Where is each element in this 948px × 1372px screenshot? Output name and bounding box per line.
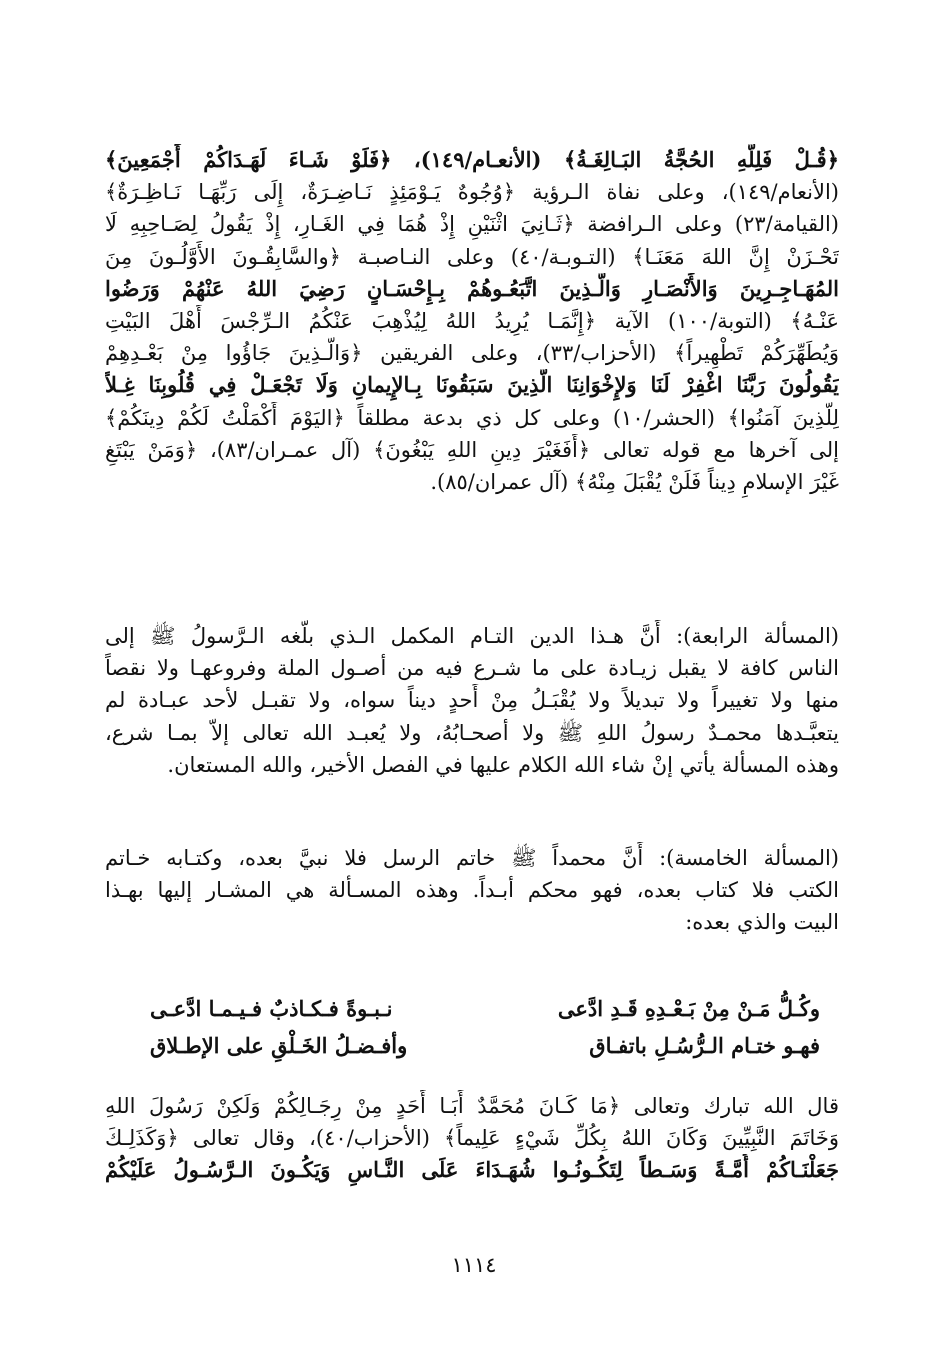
paragraph-quran-seal-of-prophets xyxy=(105,1090,839,1187)
text-line: البيت والذي بعده: xyxy=(685,910,839,935)
paragraph-quran-refutations xyxy=(105,144,839,498)
text-line: (القيامة/٢٣) وعلى الـرافضة ﴿ثَـانِيَ اثْنَيْنِ إِذْ هُمَا فِي الغَـارِ، إِذْ يَقُولُ لِصَـاحِبِهِ لَا xyxy=(105,212,839,237)
text-line: وَيُطَهِّرَكُمْ تَطْهِيراً﴾ (الأحزاب/٣٣)، وعلى الفريقين ﴿وَالَّـذِينَ جَاؤُوا مِنْ بَعْـدِهِمْ xyxy=(105,341,839,366)
text-line: يتعبَّـدها محمـدٌ رسولُ اللهِ ﷺ ولا أصحـابُهُ، ولا يُعبـد الله تعالى إلاّ بمـا شرع، xyxy=(105,720,839,745)
paragraph-fifth-issue xyxy=(105,842,839,939)
poem-verses xyxy=(150,990,820,1064)
text-line: تَحْـزَنْ إِنَّ اللهَ مَعَنَـا﴾ (التـوبـة/٤٠) وعلى النـاصبـة ﴿والسَّابِقُـونَ الأَوَّلُـونَ مِنَ xyxy=(105,244,839,269)
text-line: عَنْـهُ﴾ (التوبة/١٠٠) الآية ﴿إِنَّمَـا يُرِيدُ اللهُ لِيُذْهِبَ عَنْكُمُ الـرِّجْسَ أَهْلَ البَيْتِ xyxy=(105,308,839,333)
text-line: وَخَاتَمَ النَّبِيِّينَ وَكَانَ اللهُ بِكُلِّ شَيْءٍ عَلِيماً﴾ (الأحزاب/٤٠)، وقال تعالى ﴿وَكَذَلِـكَ xyxy=(105,1126,839,1151)
text-line: إلى آخرها مع قوله تعالى ﴿أَفَغَيْرَ دِينِ اللهِ يَبْغُونَ﴾ (آل عمـران/٨٣)، ﴿وَمَنْ يَبْتَغِ xyxy=(105,437,839,462)
text-line: منها ولا تغييراً ولا تبديلاً ولا يُقْبَـلُ مِنْ أَحدٍ ديناً سواه، ولا تقبـل لأحد عبـادة لم xyxy=(105,688,839,713)
text-line: قال الله تبارك وتعالى ﴿مَا كَـانَ مُحَمَّدٌ أَبَـا أَحَدٍ مِنْ رِجَـالِكُمْ وَلَكِنْ رَسُولَ اللهِ xyxy=(105,1094,839,1118)
text-line: (المسألة الخامسة): أَنَّ محمداً ﷺ خاتم الرسل فلا نبيَّ بعده، وكتـابه خـاتم xyxy=(105,846,839,870)
paragraph-fourth-issue xyxy=(105,620,839,781)
verse-second-hemistich: نـبـوةً فـكـاذبٌ فـيـمـا ادَّعـى xyxy=(150,996,393,1021)
text-line: لِلَّذِينَ آمَنُوا﴾ (الحشر/١٠) وعلى كل ذي بدعة مطلقاً ﴿اليَوْمَ أَكْمَلْتُ لَكُمْ دِينَكُمْ﴾ xyxy=(105,405,839,430)
text-line: الناس كافة لا يقبل زيـادة على ما شـرع فيه من أصـول الملة وفروعهـا ولا نقصاً xyxy=(105,656,839,681)
text-line: (الأنعام/١٤٩)، وعلى نفاة الـرؤية ﴿وُجُوهٌ يَـوْمَئِذٍ نَـاضِـرَةٌ، إِلَى رَبِّهَـا نَـاظِـرَةٌ﴾ xyxy=(105,180,839,205)
text-line: غَيْرَ الإسلامِ دِيناً فَلَنْ يُقْبَلَ مِنْهُ﴾ (آل عمران/٨٥). xyxy=(430,469,839,494)
text-line: المُهَـاجِـرِينَ وَالأَنْصَـارِ وَالَّـذِينَ اتَّبَعُـوهُمْ بِـإِحْسَـانٍ رَضِيَ اللهُ عَنْهُمْ وَرَضُوا xyxy=(105,275,839,301)
page-number: ١١١٤ xyxy=(451,1253,497,1277)
text-line: وهذه المسألة يأتي إنْ شاء الله الكلام عليها في الفصل الأخير، والله المستعان. xyxy=(167,752,839,777)
verse-first-hemistich: وكُـلُّ مَـنْ مِنْ بَـعْـدِهِ قَـدِ ادَّعى xyxy=(557,996,820,1021)
text-line: يَقُولُونَ رَبَّنَا اغْفِرْ لَنَا وَلإِخْوَانِنَا الَّذِينَ سَبَقُونَا بِـالإِيمانِ وَلَا تَجْعَـلْ فِي قُلُوبِنَا غِـلاً xyxy=(105,372,839,398)
verse-row xyxy=(150,990,820,1027)
verse-first-hemistich: فهـو ختـام الـرُّسُـلِ باتفـاق xyxy=(589,1033,820,1058)
text-line: (المسألة الرابعة): أَنَّ هـذا الدين التـام المكمل الـذي بلَّغه الـرَّسولُ ﷺ إلى xyxy=(105,624,839,648)
text-line: جَعَلْنَـاكُمْ أُمَّـةً وَسَـطاً لِتَكُـونُـوا شُهَـدَاءَ عَلَى النَّـاسِ وَيَكُـونَ الـرَّسُـولُ عَلَيْكُمْ xyxy=(105,1157,839,1183)
verse-second-hemistich: وأفـضـلُ الخَـلْقِ على الإطـلاق xyxy=(150,1033,408,1058)
verse-row xyxy=(150,1027,820,1064)
text-line: الكتب فلا كتاب بعده، فهو محكم أبـداً. وهذه المسـألة هي المشـار إليها بهـذا xyxy=(105,878,839,903)
text-line: ﴿قُـلْ فَلِلَّهِ الحُجَّةُ البَـالِغَـةُ﴾ (الأنعـام/١٤٩)، ﴿فَلَوْ شَـاءَ لَهَـدَاكُمْ أَجْمَعِينَ﴾ xyxy=(105,147,839,172)
